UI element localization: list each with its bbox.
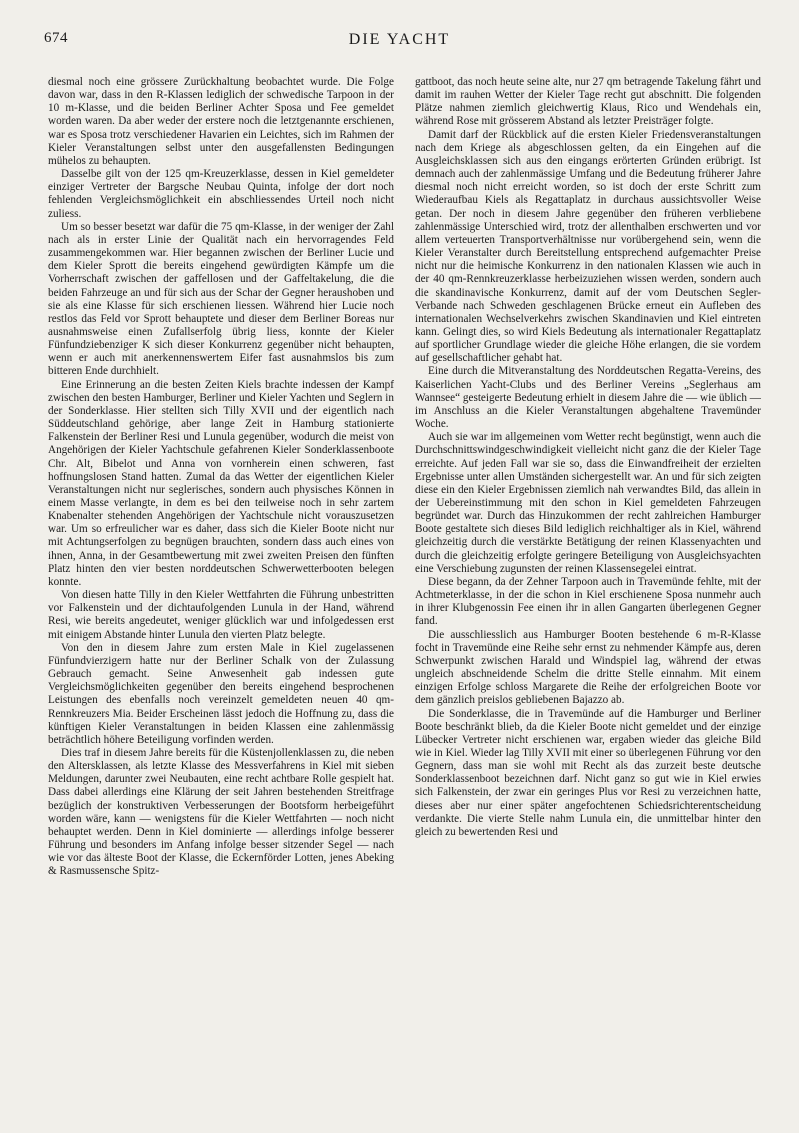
paragraph: Dies traf in diesem Jahre bereits für die Küstenjollenklassen zu, die neben den Altersklassen, als letzte Klasse des Messverfahrens in Kiel mit sieben Meldungen, darunter zwei Neubauten, eine recht achtbare Rolle gespielt hat. Dass dabei allerdings eine Klärung der seit Jahren bestehenden Streitfrage bezüglich der konstruktiven Verbesserungen der Bootsform herbeigeführt worden wäre, kann — wenigstens für die Kieler Wettfahrten — noch nicht behauptet werden. Denn in Kiel dominierte — allerdings infolge besserer Führung und besonders im Anfang infolge besser sitzender Segel — nach wie vor das älteste Boot der Klasse, die Eckernförder Lotten, jenes Abeking & Rasmussensche Spitz- (48, 746, 394, 878)
paragraph: Auch sie war im allgemeinen vom Wetter recht begünstigt, wenn auch die Durchschnittswindgeschwindigkeit vielleicht nicht ganz die der Kieler Tage erreichte. Auf jeden Fall war sie so, dass die Einwandfreiheit der erzielten Ergebnisse unter allen Umständen sichergestellt war. An und für sich zeigten diese ein den Kieler Ergebnissen ziemlich nah verwandtes Bild, das allein in der Uebereinstimmung mit den schon in Kiel gemeldeten Fahrzeugen begründet war. Durch das Hinzukommen der recht zahlreichen Hamburger Boote gestaltete sich dieses Bild lediglich reichhaltiger als in Kiel, während gleichzeitig durch die verstärkte Betätigung der reinen Klassenyachten und durch die gleichzeitig erfolgte geringere Beteiligung von Ausgleichsyachten eine Verschiebung zugunsten der reinen Klassensegelei eintrat. (415, 431, 761, 575)
paragraph: diesmal noch eine grössere Zurückhaltung beobachtet wurde. Die Folge davon war, dass in den R-Klassen lediglich der schwedische Tarpoon in der 10 m-Klasse, und die beiden Berliner Achter Sposa und Fee gemeldet worden waren. Da aber weder der erstere noch die letztgenannte erschienen, war es Sposa trotz verschiedener Havarien ein Leichtes, sich im Rahmen der Kieler Veranstaltungen selbst unter den ausgefallensten Bedingungen mühelos zu behaupten. (48, 76, 394, 167)
right-column (415, 76, 761, 839)
paragraph: Eine durch die Mitveranstaltung des Norddeutschen Regatta-Vereins, des Kaiserlichen Yacht-Clubs und des Berliner Vereins „Seglerhaus am Wannsee“ gesteigerte Bedeutung erhielt in diesem Jahre die — wie üblich — im Anschluss an die Kieler Veranstaltungen abgehaltene Travemünder Woche. (415, 365, 761, 431)
running-title: DIE YACHT (348, 31, 451, 48)
paragraph: Um so besser besetzt war dafür die 75 qm-Klasse, in der weniger der Zahl nach als in erster Linie der Qualität nach ein hervorragendes Feld zusammengekommen war. Hier begannen zwischen der Berliner Lucie und dem Kieler Sprott die bereits eingehend gewürdigten Kämpfe um die Vorherrschaft zwischen der gaffellosen und der Gaffeltakelung, die die beiden Fahrzeuge an und für sich aus der Schar der Gegner heraushoben und sie als eine Klasse für sich erschienen liessen. Während hier Lucie noch restlos das Feld vor Sprott behauptete und dieser dem Berliner Boreas nur ausnahmsweise einen Zufallserfolg übrig liess, konnte der Kieler Fünfundziebenziger K sich dieser Konkurrenz gegenüber nicht behaupten, wenn er auch mit anerkennenswertem Eifer fast ausnahmslos bis zum bitteren Ende durchhielt. (48, 220, 394, 378)
paragraph: gattboot, das noch heute seine alte, nur 27 qm betragende Takelung fährt und damit im rauhen Wetter der Kieler Tage recht gut abschnitt. Die folgenden Plätze nahmen ziemlich gleichwertig Klaus, Rico und Wendehals ein, während Rose mit grösserem Abstand als letzter Preisträger folgte. (415, 76, 761, 128)
paragraph: Dasselbe gilt von der 125 qm-Kreuzerklasse, dessen in Kiel gemeldeter einziger Vertreter der Bargsche Neubau Quinta, infolge der dort noch fehlenden Vergleichsmöglichkeit ein abschliessendes Urteil noch nicht zuliess. (48, 168, 394, 220)
page-number: 674 (44, 30, 68, 46)
paragraph: Damit darf der Rückblick auf die ersten Kieler Friedensveranstaltungen nach dem Kriege als abgeschlossen gelten, da ein Eingehen auf die Ausgleichsklassen sich aus den eingangs erörterten Gründen erübrigt. Ist demnach auch der zahlenmässige Umfang und die Bedeutung früherer Jahre diesmal noch nicht erreicht worden, so ist doch der erste Schritt zum Wiederaufbau Kiels als Regattaplatz in durchaus aussichtsvoller Weise getan. Der noch in diesem Jahre gegenüber den früheren verbliebene zahlenmässige Unterschied wird, trotz der allenthalben erschwerten und vor allem verteuerten Transportverhältnisse nur vorübergehend sein, wenn die Kieler Veranstalter durch Bereitstellung entsprechend aufgemachter Preise nicht nur die heimische Konkurrenz in den nationalen Klassen wie auch in der 40 qm-Rennkreuzerklasse herbeizuziehen wissen werden, sondern auch die skandinavische Konkurrenz, damit auf der vom Deutschen Segler-Verbande nach Schweden geschlagenen Brücke erneut ein Aufleben des internationalen Wechselverkehrs zwischen Skandinavien und Kiel eintreten kann. Gelingt dies, so wird Kiels Bedeutung als internationaler Regattaplatz auf sportlicher Grundlage wieder die gleiche Höhe erlangen, die sie vordem auf gesellschaftlicher gehabt hat. (415, 128, 761, 365)
paragraph: Die ausschliesslich aus Hamburger Booten bestehende 6 m-R-Klasse focht in Travemünde eine Reihe sehr ernst zu nehmender Kämpfe aus, deren Schwerpunkt zwischen Harald und Windspiel lag, während der etwas ungleich abschneidende Schelm die dritte Stelle einnahm. Mit einem einzigen Erfolge schloss Margarete die Reihe der erfolgreichen Boote vor dem gänzlich preislos gebliebenen Bajazzo ab. (415, 628, 761, 707)
paragraph: Eine Erinnerung an die besten Zeiten Kiels brachte indessen der Kampf zwischen den besten Hamburger, Berliner und Kieler Yachten und Seglern in der Sonderklasse. Hier stellten sich Tilly XVII und der eigentlich nach Süddeutschland gehörige, aber lange Zeit in Hamburg stationierte Falkenstein der Berliner Resi und Lunula gegenüber, wodurch die meist von Angehörigen der Kieler Yachtschule gefahrenen Kieler Sonderklassenboote Chr. Alt, Bibelot und Anna von vornherein einen schweren, fast hoffnungslosen Stand hatten. Zumal da das Wetter der eigentlichen Kieler Veranstaltungen nicht nur seglerisches, sondern auch physisches Können in einem Masse verlangte, in dem es bei den teilweise noch in sehr zartem Knabenalter stehenden Angehörigen der Yachtschule nicht vorauszusetzen war. Um so erfreulicher war es daher, dass sich die Kieler Boote nicht nur mit Achtungserfolgen zu begnügen brauchten, sondern dass auch eines von ihnen, Anna, in der Gesamtbewertung mit zwei zweiten Preisen den fünften Platz hinten den vier besten norddeutschen Schwerwetterbooten belegen konnte. (48, 378, 394, 588)
paragraph: Diese begann, da der Zehner Tarpoon auch in Travemünde fehlte, mit der Achtmeterklasse, in der die schon in Kiel erschienene Sposa nunmehr auch in ihrer Klubgenossin Fee einen ihr in allen Gangarten überlegenen Gegner fand. (415, 575, 761, 628)
paragraph: Von diesen hatte Tilly in den Kieler Wettfahrten die Führung unbestritten vor Falkenstein und der dichtaufolgenden Lunula in der Hand, während Resi, wie bereits angedeutet, weniger glücklich war und infolgedessen erst mit einigem Abstande hinter Lunula den vierten Platz belegte. (48, 589, 394, 641)
paragraph: Von den in diesem Jahre zum ersten Male in Kiel zugelassenen Fünfundvierzigern hatte nur der Berliner Schalk von der Zulassung Gebrauch gemacht. Seine Anwesenheit gab indessen gute Vergleichsmöglichkeiten gegenüber den bereits eingehend besprochenen Leistungen des ebenfalls noch vereinzelt gemeldeten neuen 40 qm-Rennkreuzers Mia. Beider Erscheinen lässt jedoch die Hoffnung zu, dass die künftigen Kieler Veranstaltungen in beiden Klassen eine zahlenmässig beträchtlich höhere Beteiligung vorfinden werden. (48, 641, 394, 746)
paragraph: Die Sonderklasse, die in Travemünde auf die Hamburger und Berliner Boote beschränkt blieb, da die Kieler Boote nicht gemeldet und der einzige Lübecker Vertreter nicht erschienen war, ergaben wieder das gleiche Bild wie in Kiel. Wieder lag Tilly XVII mit einer so überlegenen Führung vor den Gegnern, dass man sie wohl mit Recht als das zurzeit beste deutsche Sonderklassenboot bezeichnen darf. Nicht ganz so gut wie in Kiel erwies sich Falkenstein, der zwar ein geringes Plus vor Resi zu verzeichnen hatte, dieses aber nur einer später angefochtenen Schiedsrichterentscheidung verdankte. Die vierte Stelle nahm Lunula ein, die unmittelbar hinter den gleich zu bewertenden Resi und (415, 707, 761, 838)
left-column (48, 76, 394, 879)
